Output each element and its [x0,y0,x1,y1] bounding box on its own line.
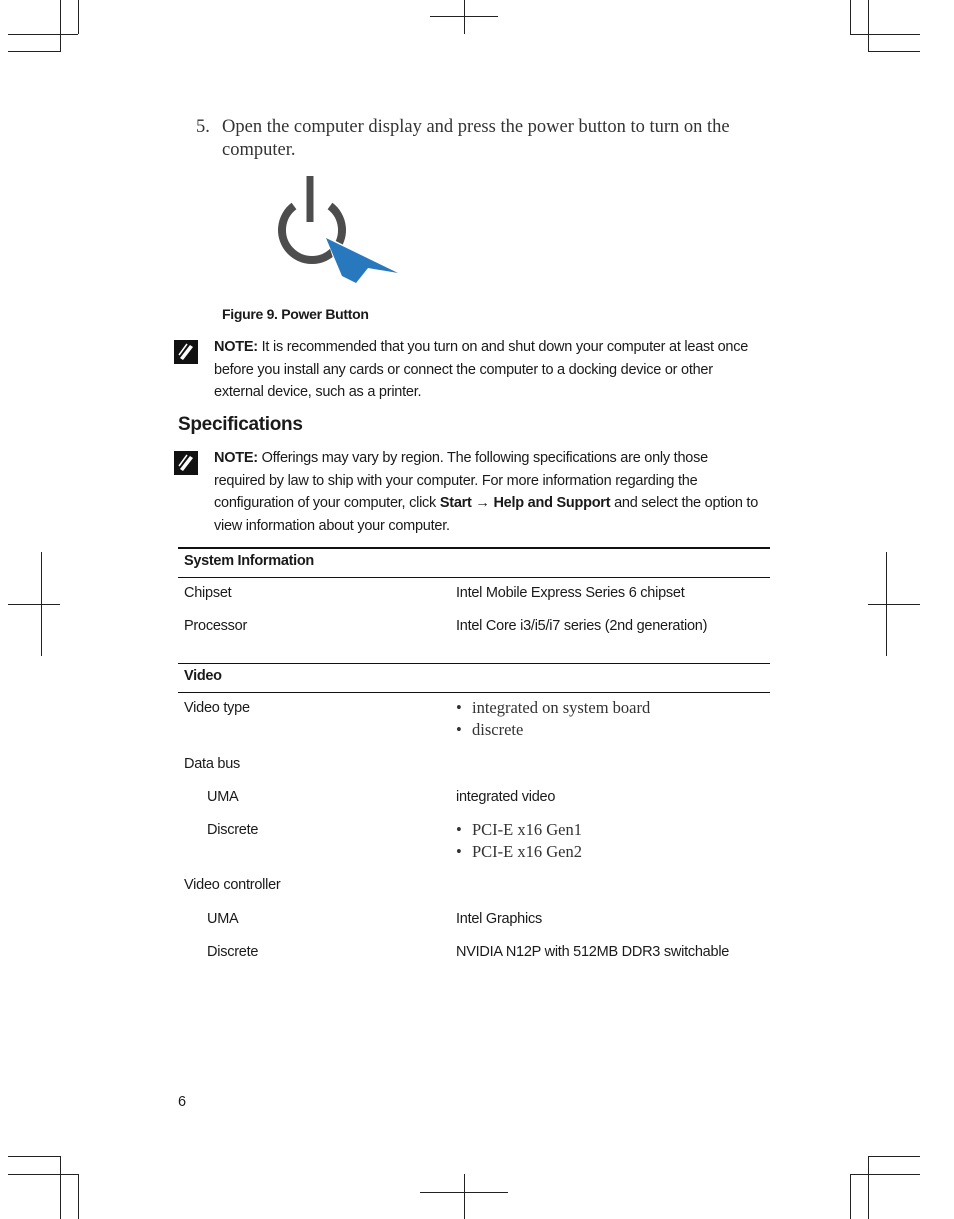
note-pencil-icon [174,451,198,475]
spec-label-data-bus: Data bus [184,756,241,772]
list-item: • PCI-E x16 Gen1 [456,819,582,841]
spec-label-video-type: Video type [184,700,250,716]
spec-label-video-controller: Video controller [184,877,281,893]
spec-label-processor: Processor [184,618,248,634]
table-heading: Video [184,668,222,684]
note-text: It is recommended that you turn on and shut down your computer at least once before you install any cards or connect the computer to a docking device or other external device, such as a printer. [214,339,749,400]
power-button-figure [270,172,410,288]
spec-label-chipset: Chipset [184,585,232,601]
note-label: NOTE: [214,450,258,466]
crop-mark [850,1174,920,1175]
start-menu-reference: Start [439,495,472,511]
crop-mark [850,34,920,35]
crop-mark [464,1174,465,1219]
page-number: 6 [178,1094,187,1110]
spec-value-processor: Intel Core i3/i5/i7 series (2nd generation) [456,618,708,634]
spec-label-controller-uma: UMA [207,911,239,927]
spec-value-video-type [456,697,650,741]
note-offerings [214,447,762,537]
step-text: Open the computer display and press the power button to turn on the computer. [222,117,730,160]
crop-mark [868,1156,869,1219]
help-and-support-reference: Help and Support [493,495,611,511]
section-heading-specifications: Specifications [178,414,303,435]
crop-mark [8,1174,78,1175]
crop-mark [850,0,851,34]
list-item: • discrete [456,719,650,741]
list-item: • integrated on system board [456,697,650,719]
crop-mark [868,51,920,52]
crop-mark [868,604,920,605]
spec-value-chipset: Intel Mobile Express Series 6 chipset [456,585,685,601]
spec-value-bus-discrete [456,819,582,863]
note-text: Offerings may vary by region. The following specifications are only those required by law to ship with your computer. For more information regarding the configuration of your computer, click [214,450,708,511]
table-heading: System Information [184,553,314,569]
arrow-glyph: → [471,495,494,511]
crop-mark [868,1156,920,1157]
spec-value-bus-uma: integrated video [456,789,556,805]
figure-caption: Figure 9. Power Button [222,306,369,322]
spec-value-controller-uma: Intel Graphics [456,911,542,927]
crop-mark [8,1156,60,1157]
power-button-illustration [270,172,410,288]
crop-mark [850,1174,851,1219]
note-text-end: and select the option to view information about your computer. [214,495,759,534]
table-header-rule [178,692,770,693]
table-header-rule [178,577,770,578]
crop-mark [464,0,465,34]
crop-mark [78,0,79,34]
spec-label-bus-uma: UMA [207,789,239,805]
crop-mark [8,604,60,605]
step-number: 5. [196,117,210,137]
table-top-rule [178,663,770,664]
spec-label-controller-discrete: Discrete [207,944,259,960]
crop-mark [868,0,869,52]
crop-mark [8,34,78,35]
crop-mark [8,51,60,52]
cursor-arrow-icon [326,236,400,286]
note-install-cards [214,336,762,404]
note-pencil-icon [174,340,198,364]
spec-label-bus-discrete: Discrete [207,822,259,838]
crop-mark [60,1156,61,1219]
crop-mark [60,0,61,52]
table-top-rule [178,547,770,549]
spec-value-controller-discrete: NVIDIA N12P with 512MB DDR3 switchable [456,944,730,960]
note-label: NOTE: [214,339,258,355]
crop-mark [78,1174,79,1219]
list-item: • PCI-E x16 Gen2 [456,841,582,863]
